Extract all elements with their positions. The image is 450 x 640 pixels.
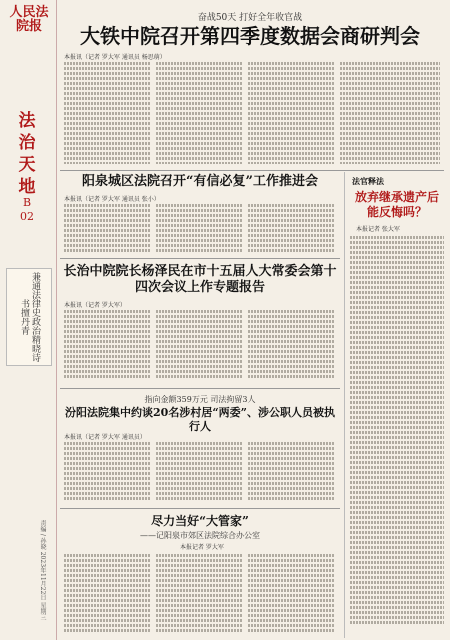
lead-headline: 大铁中院召开第四季度数据会商研判会 [80,24,420,48]
lead-byline: 本报讯（记者 罗大军 通讯员 杨思萌） [64,54,166,61]
sidebar-text [350,234,444,634]
lead-column-2 [156,60,242,164]
story5-byline: 本报记者 罗大军 [180,544,224,551]
story3-column-3 [248,308,334,380]
story5-headline: 尽力当好“大管家” [151,514,249,528]
story4-column-3 [248,440,334,500]
story5-column-2 [156,552,242,636]
divider-4 [60,508,340,509]
story4-column-1 [64,440,150,500]
story4-headline: 汾阳法院集中约谈20名涉村居“两委”、涉公职人员被执行人 [65,406,335,433]
sidebar-byline: 本报记者 张大军 [356,226,400,233]
lead-column-4 [340,60,440,164]
divider-1 [60,170,444,171]
column-divider [344,172,345,638]
story5-subhead: ——记阳泉市郊区法院综合办公室 [140,531,260,540]
lead-kicker: 奋战50天 打好全年收官战 [197,13,303,23]
story2-column-2 [156,202,242,252]
lead-column-1 [64,60,150,164]
story2-column-1 [64,202,150,252]
story4-byline: 本报讯（记者 罗大军 通讯员） [64,434,146,441]
story2-column-3 [248,202,334,252]
story3-headline: 长治中院院长杨泽民在市十五届人大常委会第十四次会议上作专题报告 [63,264,337,295]
vertical-ad: 兼通法律史政治精晓诗书擅丹青 [6,268,52,366]
story5-column-3 [248,552,334,636]
story5-column-1 [64,552,150,636]
story4-column-2 [156,440,242,500]
story2-byline: 本报讯（记者 罗大军 通讯员 张小） [64,196,160,203]
section-name: 法治天地 [18,111,36,197]
left-column [0,0,57,640]
story3-byline: 本报讯（记者 罗大军） [64,302,126,309]
divider-2 [60,258,340,259]
story3-column-1 [64,308,150,380]
story2-headline: 阳泉城区法院召开“有信必复”工作推进会 [82,174,318,189]
story3-column-2 [156,308,242,380]
masthead: 人民法院报 [9,5,49,34]
lead-column-3 [248,60,334,164]
story4-kicker: 指向金额359万元 司法拘留3人 [144,395,256,404]
sidebar-label: 法官释法 [352,176,384,186]
footer-info: 责编 / 孙晓 2023年11月22日 星期三 [39,520,46,621]
sidebar-headline: 放弃继承遗产后能反悔吗？ [354,190,439,219]
page-code: B 02 [20,196,34,223]
divider-3 [60,388,340,389]
